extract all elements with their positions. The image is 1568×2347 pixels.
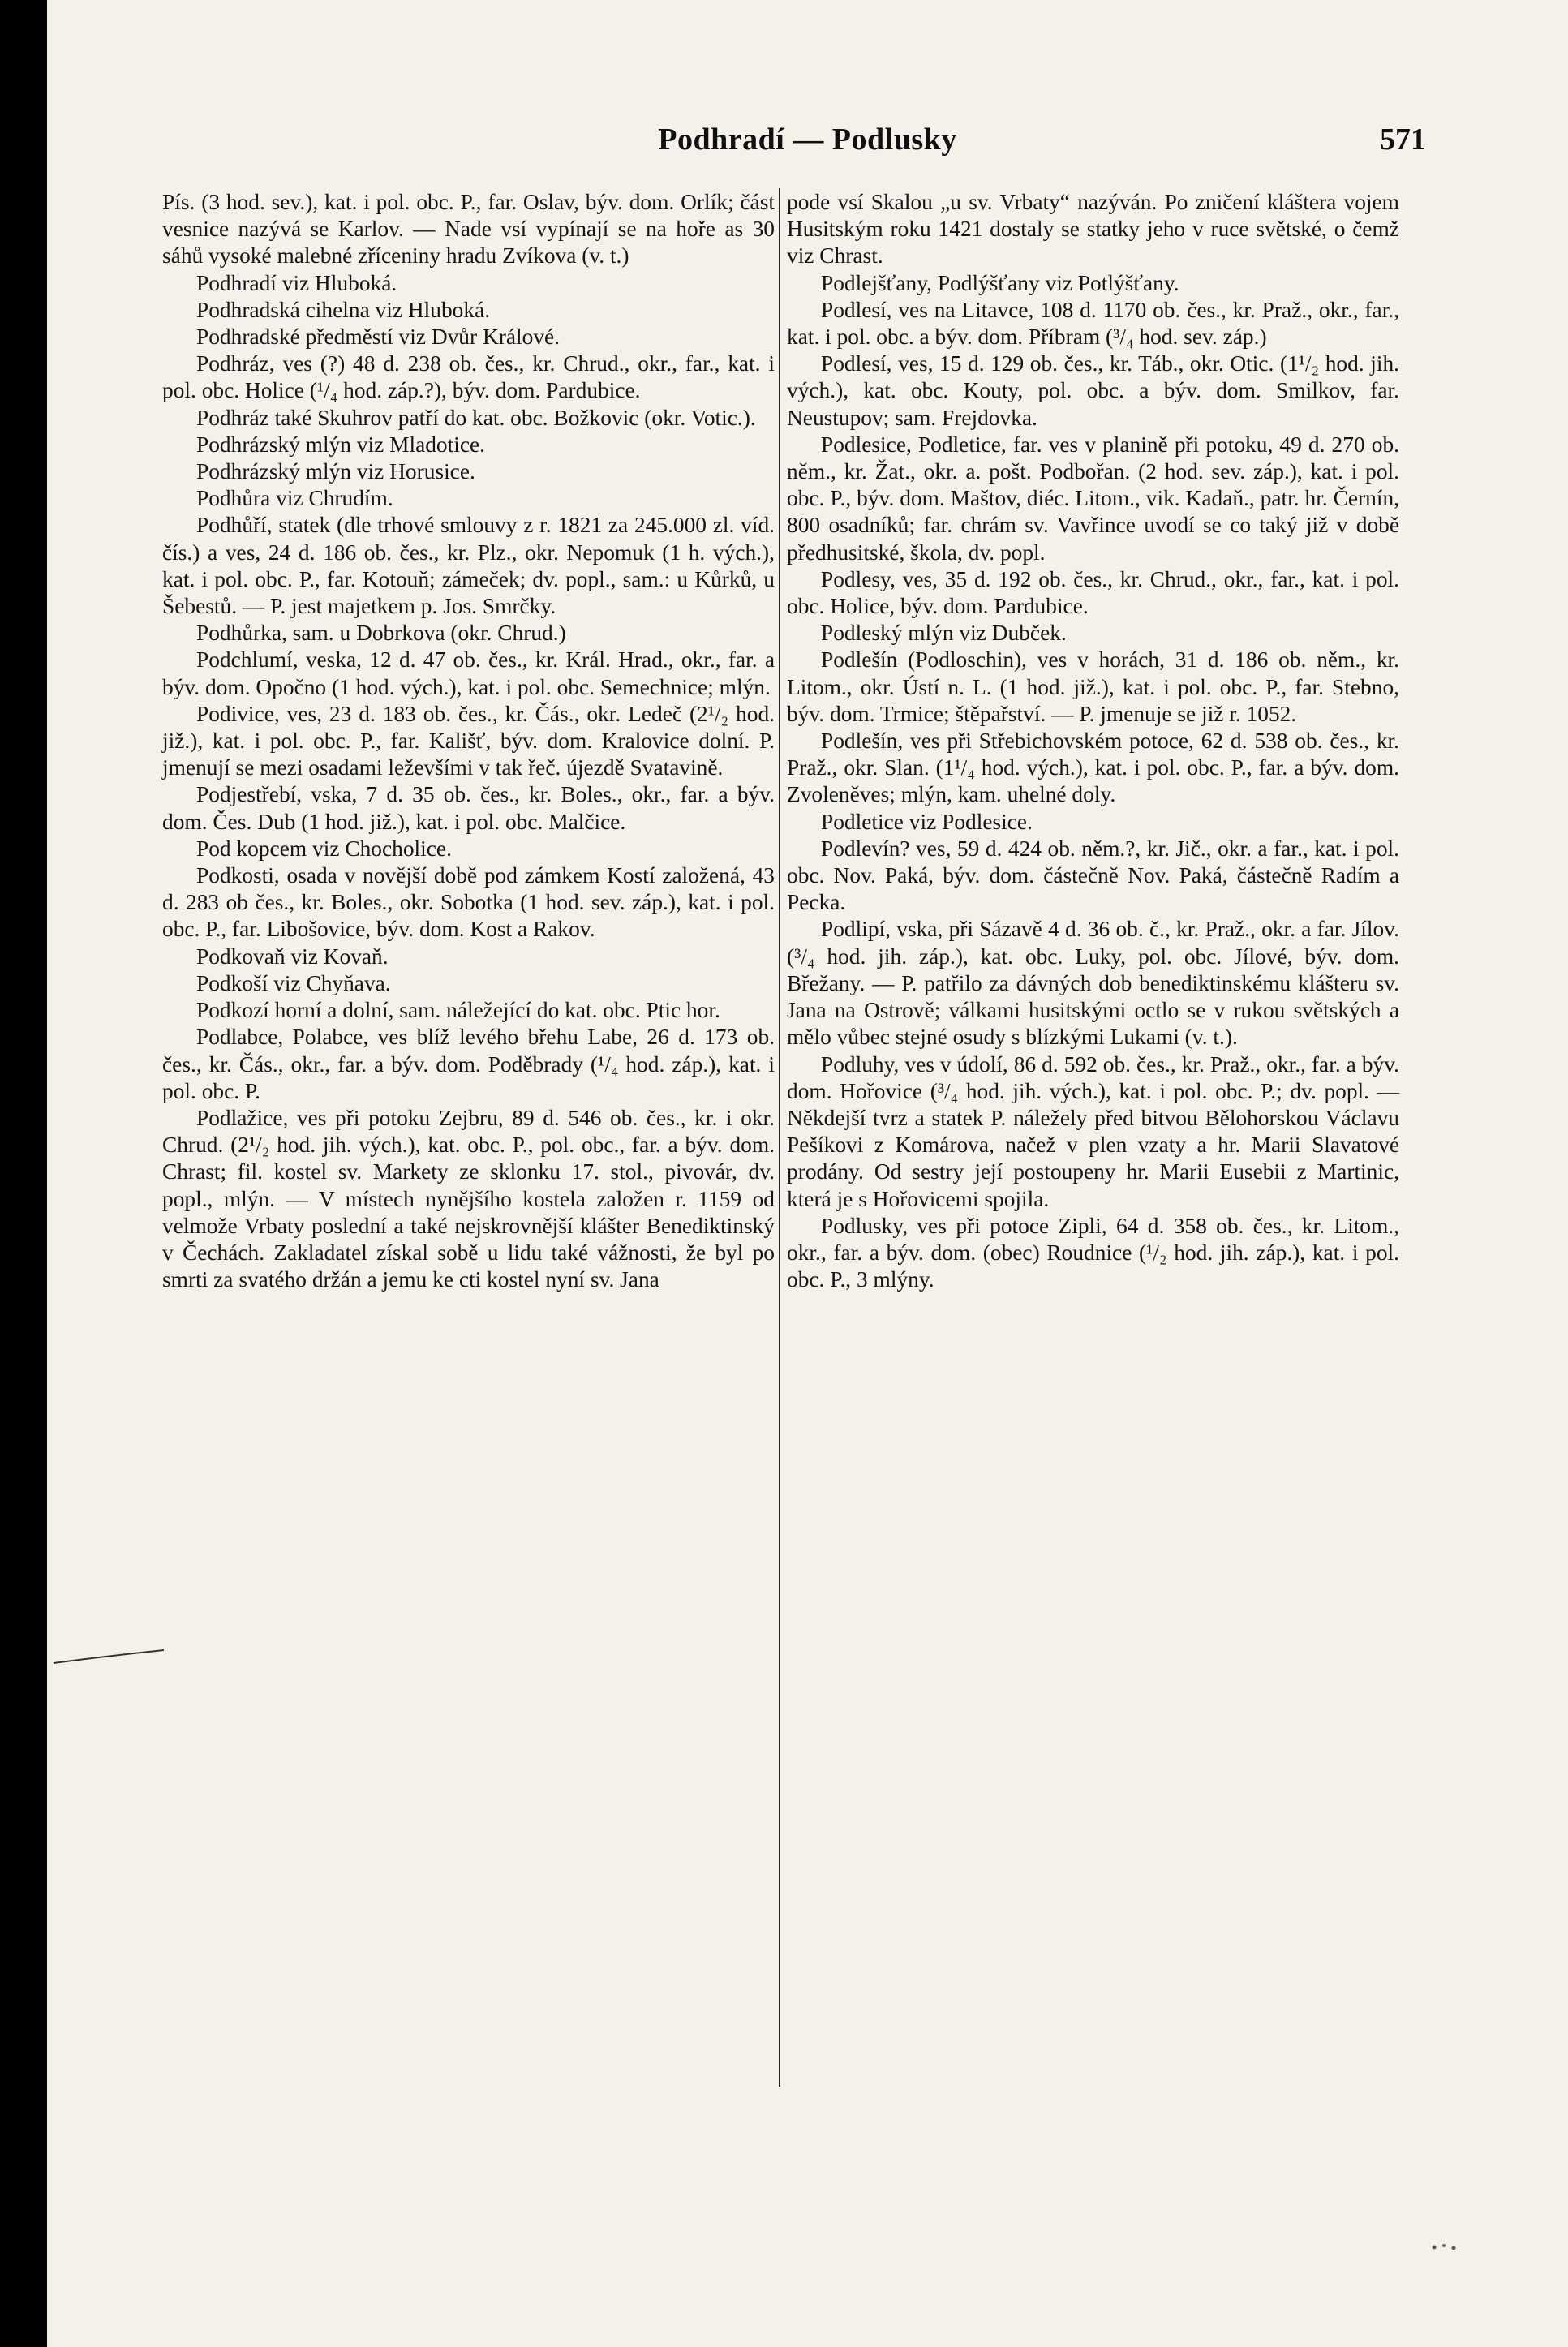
entry-paragraph: Podhradí viz Hluboká. [196,270,397,295]
entry-paragraph: Pís. (3 hod. sev.), kat. i pol. obc. P., far. Oslav, býv. dom. Orlík; část vesnice nazývá se Karlov. — Nade vsí vypínají se na hoře as 30 sáhů vysoké malebné zříceniny hradu Zvíkova (v. t.) [162,190,775,269]
entry-paragraph: Podlesí, ves na Litavce, 108 d. 1170 ob. čes., kr. Praž., okr., far., kat. i pol. obc. a býv. dom. Příbram (³/₄ hod. sev. záp.) [787,297,1399,350]
entry-paragraph: Podkovaň viz Kovaň. [196,944,389,969]
entry-paragraph: Podlabce, Polabce, ves blíž levého břehu Labe, 26 d. 173 ob. čes., kr. Čás., okr., far. a býv. dom. Poděbrady (¹/₄ hod. záp.), kat. i pol. obc. P. [162,1025,775,1103]
entry-paragraph: Podhrázský mlýn viz Horusice. [196,459,475,484]
entry-paragraph: Podhůra viz Chrudím. [196,486,393,511]
entry-paragraph: Podlevín? ves, 59 d. 424 ob. něm.?, kr. Jič., okr. a far., kat. i pol. obc. Nov. Paká, býv. dom. částečně Nov. Paká, částečně Radím a Pecka. [787,836,1399,915]
page-header [47,122,1568,170]
entry-paragraph: Podlešín, ves při Střebichovském potoce, 62 d. 538 ob. čes., kr. Praž., okr. Slan. (1¹/₄ hod. vých.), kat. i pol. obc. P., far. a býv. dom. Zvoleněves; mlýn, kam. uhelné doly. [787,729,1399,807]
entry-paragraph: Podleský mlýn viz Dubček. [821,621,1067,646]
entry-paragraph: Podluhy, ves v údolí, 86 d. 592 ob. čes., kr. Praž., okr., far. a býv. dom. Hořovice (³/₄ hod. jih. vých.), kat. i pol. obc. P.; dv. popl. — Někdejší tvrz a statek P. náležely před bitvou Bělohorskou Václavu Pešíkovi z Komárova, načež v plen vzaty a hr. Marii Slavatové prodány. Od sestry její postoupeny hr. Marii Eusebii z Martinic, která je s Hořovicemi spojila. [787,1051,1399,1211]
right-column [787,189,1399,1293]
running-title: Podhradí — Podlusky [658,123,957,157]
entry-paragraph: Podlesí, ves, 15 d. 129 ob. čes., kr. Táb., okr. Otic. (1¹/₂ hod. jih. vých.), kat. obc. Kouty, pol. obc. a býv. dom. Smilkov, far. Neustupov; sam. Frejdovka. [787,351,1399,430]
entry-paragraph: Podivice, ves, 23 d. 183 ob. čes., kr. Čás., okr. Ledeč (2¹/₂ hod. již.), kat. i pol. obc. P., far. Kališť, býv. dom. Kralovice dolní. P. jmenují se mezi osadami leževšími v tak řeč. újezdě Svatavině. [162,701,775,780]
entry-paragraph: Podhrázský mlýn viz Mladotice. [196,432,486,457]
entry-paragraph: Podlipí, vska, při Sázavě 4 d. 36 ob. č., kr. Praž., okr. a far. Jílov. (³/₄ hod. jih. záp.), kat. obc. Luky, pol. obc. Jílové, býv. dom. Břežany. — P. patřilo za dávných dob benediktinskému klášteru sv. Jana na Ostrově; válkami husitskými octlo se v rukou světských a mělo vůbec stejné osudy s blízkými Lukami (v. t.). [787,917,1399,1050]
ink-speck-mark [1426,2239,1483,2255]
entry-paragraph: Podhráz také Skuhrov patří do kat. obc. Božkovic (okr. Votic.). [196,405,756,430]
book-page [47,0,1568,2347]
entry-paragraph: Podlažice, ves při potoku Zejbru, 89 d. 546 ob. čes., kr. i okr. Chrud. (2¹/₂ hod. jih. vých.), kat. obc. P., pol. obc., far. a býv. dom. Chrast; fil. kostel sv. Markety ze sklonku 17. stol., pivovár, dv. popl., mlýn. — V místech nynějšího kostela založen r. 1159 od velmože Vrbaty poslední a také nejskrovnější klášter Benediktinský v Čechách. Zakladatel získal sobě u lidu také vážnosti, že byl po smrti za svatého držán a jemu ke cti kostel nyní sv. Jana [162,1105,775,1292]
entry-paragraph: Podhůří, statek (dle trhové smlouvy z r. 1821 za 245.000 zl. víd. čís.) a ves, 24 d. 186 ob. čes., kr. Plz., okr. Nepomuk (1 h. vých.), kat. i pol. obc. P., far. Kotouň; zámeček; dv. popl., sam.: u Kůrků, u Šebestů. — P. jest majetkem p. Jos. Smrčky. [162,513,775,619]
entry-paragraph: Podlejšťany, Podlýšťany viz Potlýšťany. [821,270,1179,295]
entry-paragraph: Podlesy, ves, 35 d. 192 ob. čes., kr. Chrud., okr., far., kat. i pol. obc. Holice, býv. dom. Pardubice. [787,566,1399,619]
left-column [162,189,775,1293]
entry-paragraph: pode vsí Skalou „u sv. Vrbaty“ nazýván. Po zničení kláštera vojem Husitským roku 1421 dostaly se statky jeho v ruce světské, o čemž viz Chrast. [787,190,1399,269]
entry-paragraph: Podchlumí, veska, 12 d. 47 ob. čes., kr. Král. Hrad., okr., far. a býv. dom. Opočno (1 hod. vých.), kat. i pol. obc. Semechnice; mlýn. [162,647,775,699]
entry-paragraph: Podhradské předměstí viz Dvůr Králové. [196,325,561,350]
entry-paragraph: Podjestřebí, vska, 7 d. 35 ob. čes., kr. Boles., okr., far. a býv. dom. Čes. Dub (1 hod. již.), kat. i pol. obc. Malčice. [162,782,775,834]
entry-paragraph: Podlesice, Podletice, far. ves v planině při potoku, 49 d. 270 ob. něm., kr. Žat., okr. a. pošt. Podbořan. (2 hod. sev. záp.), kat. i pol. obc. P., býv. dom. Maštov, diéc. Litom., vik. Kadaň., patr. hr. Černín, 800 osadníků; far. chrám sv. Vavřince uvodí se co taký již v době předhusitské, škola, dv. popl. [787,432,1399,565]
entry-paragraph: Podhráz, ves (?) 48 d. 238 ob. čes., kr. Chrud., okr., far., kat. i pol. obc. Holice (¹/₄ hod. záp.?), býv. dom. Pardubice. [162,351,775,403]
entry-paragraph: Podkosti, osada v novější době pod zámkem Kostí založená, 43 d. 283 ob čes., kr. Boles., okr. Sobotka (1 hod. sev. záp.), kat. i pol. obc. P., far. Libošovice, býv. dom. Kost a Rakov. [162,863,775,942]
page-number: 571 [1380,123,1426,157]
column-divider [779,188,780,2087]
entry-paragraph: Podkoší viz Chyňava. [196,970,391,995]
entry-paragraph: Podlešín (Podloschin), ves v horách, 31 d. 186 ob. něm., kr. Litom., okr. Ústí n. L. (1 hod. již.), kat. i pol. obc. P., far. Stebno, býv. dom. Trmice; štěpařství. — P. jmenuje se již r. 1052. [787,647,1399,726]
entry-paragraph: Pod kopcem viz Chocholice. [196,836,452,861]
entry-paragraph: Podhradská cihelna viz Hluboká. [196,297,491,322]
entry-paragraph: Podletice viz Podlesice. [821,809,1033,834]
entry-paragraph: Podhůrka, sam. u Dobrkova (okr. Chrud.) [196,621,566,646]
pen-stroke-mark [52,1623,165,1687]
entry-paragraph: Podkozí horní a dolní, sam. náležející do kat. obc. Ptic hor. [196,998,720,1023]
entry-paragraph: Podlusky, ves při potoce Zipli, 64 d. 358 ob. čes., kr. Litom., okr., far. a býv. dom. (obec) Roudnice (¹/₂ hod. jih. záp.), kat. i pol. obc. P., 3 mlýny. [787,1213,1399,1292]
